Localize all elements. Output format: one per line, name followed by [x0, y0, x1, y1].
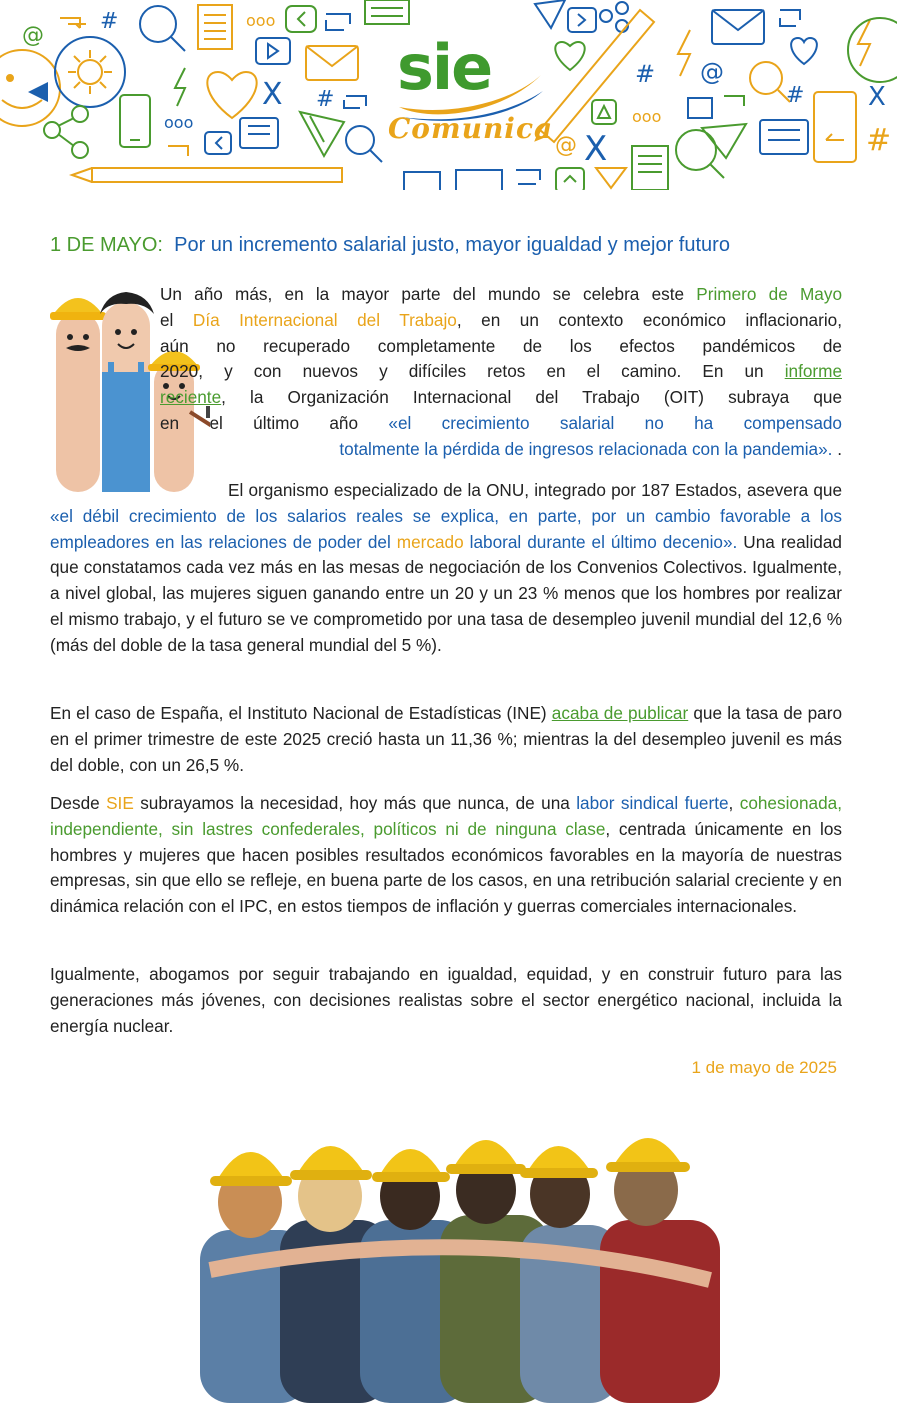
reciente-link[interactable]: reciente	[160, 387, 222, 408]
logo-text: sie	[397, 31, 492, 104]
retweet-icon	[60, 18, 86, 28]
search-icon-3	[750, 62, 790, 102]
p1-text-5: 2020, y con nuevos y difíciles retos en el camino. En un	[160, 361, 764, 382]
x-icon-2: X	[868, 82, 886, 112]
paragraph-espana	[50, 701, 842, 778]
sun-icon	[68, 50, 112, 94]
title-date: 1 DE MAYO:	[50, 234, 163, 256]
chat-icon-3	[760, 120, 808, 154]
triangle-shape	[28, 82, 48, 102]
svg-text:ooo: ooo	[632, 107, 662, 126]
x-icon-3: X	[584, 129, 608, 169]
heart-icon	[207, 72, 256, 118]
paragraph-intro	[160, 282, 842, 463]
lightning-icon-2	[678, 30, 690, 76]
p4-text-3: , centrada únicamente en los hombres y mujeres que hacen posibles resultados económicos favorables en la mayoría de nuestras empresas, sin que ello se refleje, en buena parte de los casos, en una retribución salarial creciente y en dinámica relación con el IPC, en estos tiempos de inflación y guerras comerciales internacionales.	[50, 818, 842, 917]
x-icon: X	[262, 77, 283, 112]
workers-group-photo	[180, 1110, 740, 1403]
p4-cohesionada: cohesionada, independiente, sin lastres confederales, políticos ni de ninguna clase	[50, 793, 842, 839]
retweet-icon-4	[168, 146, 188, 156]
pencil-icon	[72, 168, 342, 182]
smiley-icon	[0, 50, 60, 126]
circle-frame	[55, 37, 125, 107]
document-icon-4	[404, 170, 502, 190]
p1-quote-2: totalmente la pérdida de ingresos relacionada con la pandemia».	[339, 438, 833, 459]
svg-text:#: #	[786, 83, 805, 108]
send-icon-3	[702, 124, 746, 158]
document-icon-2	[365, 0, 409, 24]
at-icon-3: @	[555, 133, 577, 158]
title-text: Por un incremento salarial justo, mayor igualdad y mejor futuro	[174, 234, 730, 256]
retweet-icon-5	[780, 10, 800, 26]
search-icon-4	[676, 130, 724, 178]
reply-icon	[205, 132, 231, 154]
svg-text:#: #	[635, 60, 656, 88]
p1-text-2: el	[160, 309, 174, 330]
heart-icon-3	[791, 38, 817, 64]
back-icon	[286, 6, 316, 32]
p2-text-2: Una realidad que constatamos cada vez más en las mesas de negociación de los Convenios Colectivos. Igualmente, a nivel global, las mujeres siguen ganando entre un 20 y un 23 % menos que los hombres por realizar el mismo trabajo, y el futuro se ve comprometido por una tasa de desempleo juvenil mundial del 12,6 % (más del doble de la tasa general mundial del 5 %).	[50, 531, 842, 655]
p4-labor-sindical: labor sindical fuerte	[576, 793, 729, 813]
p2-quote-1: «el débil crecimiento de los salarios reales se explica, en parte, por un cambio favorable a los empleadores en las relaciones de poder del	[50, 505, 842, 552]
chat-icon	[240, 118, 278, 148]
send-icon-4	[596, 168, 626, 188]
hashtag-icon-2: #	[316, 87, 335, 112]
p2-mercado: mercado	[396, 531, 464, 552]
share-icon-2	[600, 2, 628, 32]
at-icon-2: @	[700, 58, 724, 86]
paragraph-onu	[50, 478, 842, 659]
retweet-icon-7	[516, 170, 540, 184]
svg-text:ooo: ooo	[246, 11, 276, 30]
p1-text-8: .	[837, 438, 842, 459]
p1-quote-1: «el crecimiento salarial no ha compensado	[388, 412, 842, 433]
p1-text-7: en el último año	[160, 412, 359, 433]
lightning-icon-3	[858, 20, 870, 66]
acaba-de-publicar-link[interactable]: acaba de publicar	[551, 703, 689, 723]
phone-icon	[120, 95, 150, 147]
paragraph-sie	[50, 791, 842, 920]
page-title	[50, 232, 860, 258]
svg-text:ooo: ooo	[164, 113, 194, 132]
logo-subtitle: Comunica	[388, 112, 554, 145]
search-icon-2	[346, 126, 382, 162]
lock-icon	[556, 168, 584, 190]
p1-text-3: , en un contexto económico inflacionario,	[456, 309, 842, 330]
reply-icon-2	[568, 8, 596, 32]
play-icon	[256, 38, 290, 64]
p1-dia-internacional: Día Internacional del Trabajo	[192, 309, 457, 330]
lightning-icon	[175, 68, 185, 106]
retweet-icon-6	[724, 96, 744, 106]
finger-left	[50, 298, 106, 492]
sie-logo	[385, 31, 565, 155]
header-banner	[0, 0, 897, 190]
finger-middle	[100, 292, 154, 492]
retweet-icon-2	[326, 14, 350, 30]
p2-text-1: El organismo especializado de la ONU, integrado por 187 Estados, asevera que	[228, 480, 842, 500]
search-icon	[140, 6, 185, 51]
p1-primero-de-mayo: Primero de Mayo	[696, 284, 843, 304]
p4-text-2: subrayamos la necesidad, hoy más que nunca, de una	[140, 793, 570, 813]
phone-icon-2	[814, 92, 856, 162]
warning-icon	[592, 100, 616, 124]
document-icon	[198, 5, 232, 49]
p4-text-1: Desde	[50, 793, 100, 813]
send-icon-2	[535, 0, 565, 28]
at-icon: @	[22, 23, 44, 48]
informe-link[interactable]: informe	[784, 361, 842, 382]
p1-text-6: , la Organización Internacional del Trabajo (OIT) subraya que	[221, 387, 842, 408]
p4-comma: ,	[728, 793, 734, 813]
chat-icon-2	[688, 98, 712, 118]
retweet-icon-3	[344, 96, 366, 108]
p1-text-4: aún no recuperado completamente de los efectos pandémicos de	[160, 335, 842, 356]
hashtag-icon-3: #	[866, 123, 892, 158]
mail-icon	[306, 46, 358, 80]
paragraph-igualdad: Igualmente, abogamos por seguir trabajando en igualdad, equidad, y en construir futuro para las generaciones más jóvenes, con decisiones realistas sobre el sector energético nacional, incluida la energía nuclear.	[50, 964, 842, 1036]
mail-icon-2	[712, 10, 764, 44]
p1-text-1: Un año más, en la mayor parte del mundo se celebra este	[160, 284, 685, 304]
signature-date: 1 de mayo de 2025	[691, 1058, 837, 1077]
p3-text-2: que la tasa de paro en el primer trimestre de este 2025 creció hasta un 11,36 %; mientras la del desempleo juvenil es más del doble, con un 26,5 %.	[50, 703, 843, 775]
hashtag-icon: #	[100, 9, 119, 34]
document-icon-3	[632, 146, 668, 190]
send-icon	[300, 112, 344, 156]
p2-quote-2: laboral durante el último decenio».	[469, 531, 738, 552]
p4-sie: SIE	[106, 793, 134, 813]
p3-text-1: En el caso de España, el Instituto Nacional de Estadísticas (INE)	[50, 703, 547, 723]
